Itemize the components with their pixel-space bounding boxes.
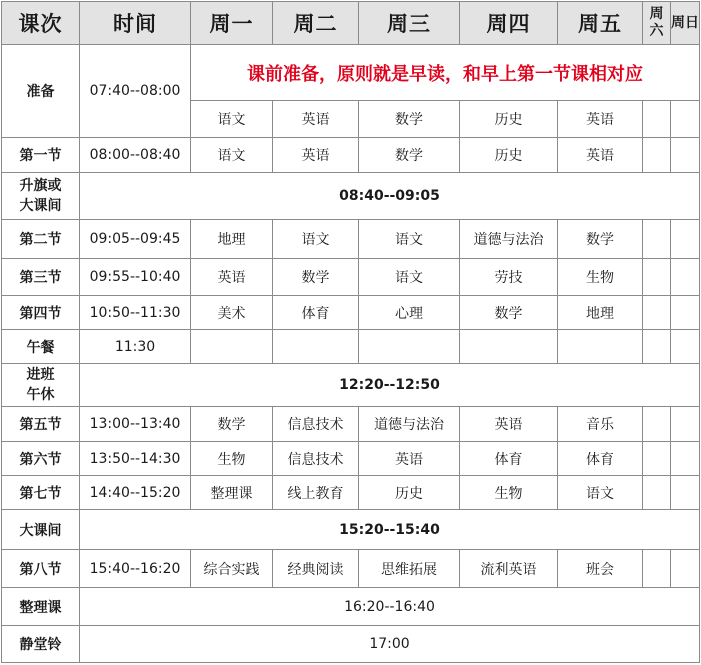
schedule-row	[2, 138, 700, 173]
period-time: 09:55--10:40	[80, 259, 191, 296]
class-cell-sun	[671, 550, 700, 588]
class-cell-fri: 班会	[558, 550, 643, 588]
class-cell-wed: 英语	[359, 442, 460, 476]
schedule-row	[2, 259, 700, 296]
class-cell-fri: 体育	[558, 442, 643, 476]
period-time-span: 15:20--15:40	[80, 510, 700, 550]
class-cell-thu	[460, 330, 558, 364]
period-time: 14:40--15:20	[80, 476, 191, 510]
class-cell-tue: 经典阅读	[273, 550, 359, 588]
class-cell-wed: 道德与法治	[359, 407, 460, 442]
class-cell-mon	[191, 330, 273, 364]
class-cell-wed: 语文	[359, 259, 460, 296]
class-cell-sat	[643, 220, 671, 259]
period-label: 第五节	[2, 407, 80, 442]
class-cell-sat	[643, 138, 671, 173]
period-label: 第一节	[2, 138, 80, 173]
class-cell-wed: 心理	[359, 296, 460, 330]
period-time-span: 17:00	[80, 626, 700, 663]
class-cell-thu: 流利英语	[460, 550, 558, 588]
class-cell-sat	[643, 442, 671, 476]
period-label: 第三节	[2, 259, 80, 296]
period-time-span: 12:20--12:50	[80, 364, 700, 407]
class-cell-tue: 语文	[273, 220, 359, 259]
prep-row	[2, 45, 700, 101]
class-cell-fri: 地理	[558, 296, 643, 330]
header-tue: 周二	[273, 2, 359, 45]
class-cell-sun	[671, 476, 700, 510]
prep-label: 准备	[2, 45, 80, 138]
class-cell-sun	[671, 442, 700, 476]
period-label: 第七节	[2, 476, 80, 510]
header-thu: 周四	[460, 2, 558, 45]
class-cell-sun	[671, 220, 700, 259]
period-label: 午餐	[2, 330, 80, 364]
prep-class-mon: 语文	[191, 101, 273, 138]
class-cell-thu: 英语	[460, 407, 558, 442]
period-time: 10:50--11:30	[80, 296, 191, 330]
header-fri: 周五	[558, 2, 643, 45]
class-cell-sat	[643, 476, 671, 510]
class-cell-sun	[671, 296, 700, 330]
class-cell-tue: 数学	[273, 259, 359, 296]
class-cell-thu: 劳技	[460, 259, 558, 296]
prep-time: 07:40--08:00	[80, 45, 191, 138]
period-time: 15:40--16:20	[80, 550, 191, 588]
period-label: 静堂铃	[2, 626, 80, 663]
schedule-row	[2, 296, 700, 330]
class-cell-tue: 体育	[273, 296, 359, 330]
class-cell-thu: 体育	[460, 442, 558, 476]
class-cell-thu: 道德与法治	[460, 220, 558, 259]
schedule-row	[2, 407, 700, 442]
schedule-row	[2, 476, 700, 510]
class-cell-sat	[643, 330, 671, 364]
header-time: 时间	[80, 2, 191, 45]
schedule-row	[2, 173, 700, 220]
class-cell-thu: 生物	[460, 476, 558, 510]
period-time: 08:00--08:40	[80, 138, 191, 173]
schedule-row	[2, 588, 700, 626]
period-label: 大课间	[2, 510, 80, 550]
class-cell-fri: 数学	[558, 220, 643, 259]
class-cell-mon: 生物	[191, 442, 273, 476]
schedule-row	[2, 442, 700, 476]
prep-class-fri: 英语	[558, 101, 643, 138]
class-cell-fri	[558, 330, 643, 364]
header-wed: 周三	[359, 2, 460, 45]
class-cell-mon: 语文	[191, 138, 273, 173]
header-row	[2, 2, 700, 45]
prep-class-tue: 英语	[273, 101, 359, 138]
class-cell-fri: 语文	[558, 476, 643, 510]
period-label: 升旗或 大课间	[2, 173, 80, 220]
class-cell-mon: 整理课	[191, 476, 273, 510]
prep-class-sat	[643, 101, 671, 138]
schedule-row	[2, 330, 700, 364]
class-cell-tue: 信息技术	[273, 442, 359, 476]
class-cell-tue	[273, 330, 359, 364]
timetable	[1, 1, 700, 663]
class-cell-sun	[671, 138, 700, 173]
class-cell-sat	[643, 407, 671, 442]
period-label: 第六节	[2, 442, 80, 476]
class-cell-wed: 思维拓展	[359, 550, 460, 588]
class-cell-tue: 线上教育	[273, 476, 359, 510]
period-time-span: 08:40--09:05	[80, 173, 700, 220]
header-lesson: 课次	[2, 2, 80, 45]
period-time: 13:50--14:30	[80, 442, 191, 476]
class-cell-mon: 美术	[191, 296, 273, 330]
class-cell-sun	[671, 407, 700, 442]
schedule-row	[2, 626, 700, 663]
class-cell-wed: 历史	[359, 476, 460, 510]
period-time-span: 16:20--16:40	[80, 588, 700, 626]
class-cell-wed	[359, 330, 460, 364]
prep-class-wed: 数学	[359, 101, 460, 138]
period-label: 第二节	[2, 220, 80, 259]
schedule-row	[2, 364, 700, 407]
class-cell-sat	[643, 550, 671, 588]
class-cell-sat	[643, 296, 671, 330]
class-cell-wed: 数学	[359, 138, 460, 173]
class-cell-fri: 生物	[558, 259, 643, 296]
period-label: 进班 午休	[2, 364, 80, 407]
prep-class-sun	[671, 101, 700, 138]
period-time: 13:00--13:40	[80, 407, 191, 442]
class-cell-sun	[671, 259, 700, 296]
schedule-row	[2, 550, 700, 588]
period-label: 整理课	[2, 588, 80, 626]
class-cell-tue: 英语	[273, 138, 359, 173]
header-sat: 周六	[643, 2, 671, 45]
class-cell-tue: 信息技术	[273, 407, 359, 442]
class-cell-sun	[671, 330, 700, 364]
class-cell-thu: 历史	[460, 138, 558, 173]
schedule-row	[2, 220, 700, 259]
class-cell-mon: 综合实践	[191, 550, 273, 588]
period-time: 09:05--09:45	[80, 220, 191, 259]
period-time: 11:30	[80, 330, 191, 364]
period-label: 第四节	[2, 296, 80, 330]
class-cell-thu: 数学	[460, 296, 558, 330]
class-cell-fri: 音乐	[558, 407, 643, 442]
class-cell-mon: 英语	[191, 259, 273, 296]
class-cell-fri: 英语	[558, 138, 643, 173]
class-cell-wed: 语文	[359, 220, 460, 259]
header-mon: 周一	[191, 2, 273, 45]
schedule-row	[2, 510, 700, 550]
period-label: 第八节	[2, 550, 80, 588]
class-cell-mon: 地理	[191, 220, 273, 259]
prep-class-thu: 历史	[460, 101, 558, 138]
class-cell-sat	[643, 259, 671, 296]
header-sun: 周日	[671, 2, 700, 45]
prep-note: 课前准备，原则就是早读，和早上第一节课相对应	[191, 45, 700, 101]
class-cell-mon: 数学	[191, 407, 273, 442]
